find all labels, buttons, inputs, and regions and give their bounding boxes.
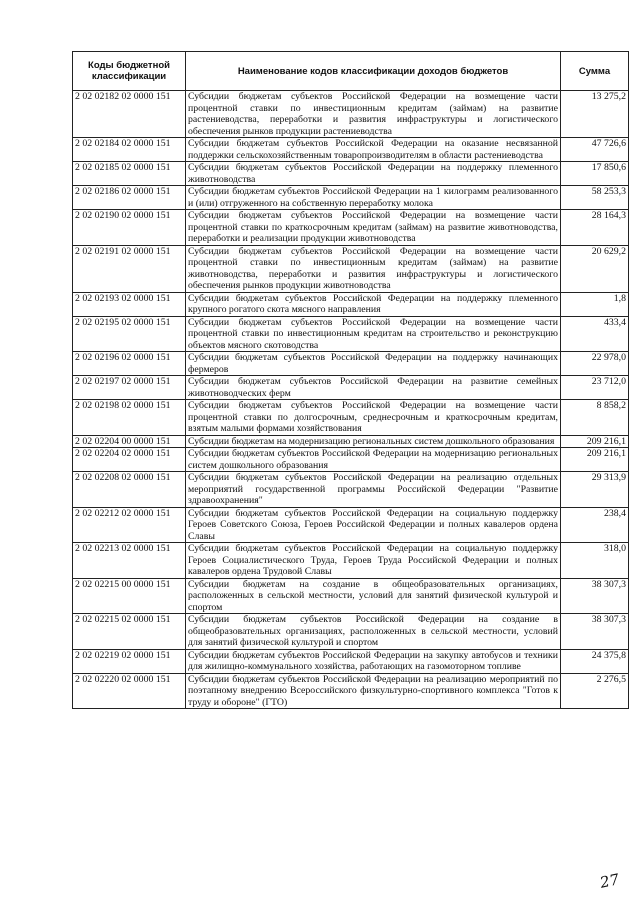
name-cell: Субсидии бюджетам субъектов Российской Федерации на 1 килограмм реализованного и (или) отгруженного на собственную переработку молока bbox=[186, 186, 561, 210]
code-cell: 2 02 02204 02 0000 151 bbox=[73, 448, 186, 472]
header-row bbox=[73, 52, 629, 91]
name-cell: Субсидии бюджетам субъектов Российской Федерации на оказание несвязанной поддержки сельскохозяйственным товаропроизводителям в области растениеводства bbox=[186, 138, 561, 162]
code-cell: 2 02 02198 02 0000 151 bbox=[73, 400, 186, 436]
header-amount: Сумма bbox=[561, 52, 629, 91]
amount-cell: 433,4 bbox=[561, 316, 629, 352]
amount-cell: 58 253,3 bbox=[561, 186, 629, 210]
code-cell: 2 02 02220 02 0000 151 bbox=[73, 673, 186, 709]
amount-cell: 29 313,9 bbox=[561, 472, 629, 508]
name-cell: Субсидии бюджетам субъектов Российской Федерации на реализацию мероприятий по поэтапному внедрению Всероссийского физкультурно-спортивного комплекса "Готов к труду и обороне" (ГТО) bbox=[186, 673, 561, 709]
name-cell: Субсидии бюджетам субъектов Российской Федерации на закупку автобусов и техники для жилищно-коммунального хозяйства, работающих на газомоторном топливе bbox=[186, 649, 561, 673]
name-cell: Субсидии бюджетам субъектов Российской Федерации на модернизацию региональных систем дошкольного образования bbox=[186, 448, 561, 472]
name-cell: Субсидии бюджетам субъектов Российской Федерации на поддержку начинающих фермеров bbox=[186, 352, 561, 376]
name-cell: Субсидии бюджетам субъектов Российской Федерации на поддержку племенного крупного рогатого скота мясного направления bbox=[186, 292, 561, 316]
table-header bbox=[73, 52, 629, 91]
table-row bbox=[73, 400, 629, 436]
table-row bbox=[73, 245, 629, 292]
table-row bbox=[73, 543, 629, 579]
table-row bbox=[73, 507, 629, 543]
name-cell: Субсидии бюджетам субъектов Российской Федерации на социальную поддержку Героев Советского Союза, Героев Российской Федерации и полных кавалеров ордена Славы bbox=[186, 507, 561, 543]
name-cell: Субсидии бюджетам субъектов Российской Федерации на возмещение части процентной ставки по инвестиционным кредитам (займам) на развитие животноводства, переработки и развития инфраструктуры и логистического обеспечения рынков продукции животноводства bbox=[186, 245, 561, 292]
name-cell: Субсидии бюджетам субъектов Российской Федерации на возмещение части процентной ставки по инвестиционным кредитам на строительство и реконструкцию объектов мясного скотоводства bbox=[186, 316, 561, 352]
amount-cell: 24 375,8 bbox=[561, 649, 629, 673]
amount-cell: 38 307,3 bbox=[561, 614, 629, 650]
amount-cell: 38 307,3 bbox=[561, 578, 629, 614]
amount-cell: 209 216,1 bbox=[561, 435, 629, 448]
table-row bbox=[73, 210, 629, 246]
amount-cell: 1,8 bbox=[561, 292, 629, 316]
code-cell: 2 02 02185 02 0000 151 bbox=[73, 162, 186, 186]
table-row bbox=[73, 673, 629, 709]
table-row bbox=[73, 435, 629, 448]
header-name: Наименование кодов классификации доходов бюджетов bbox=[186, 52, 561, 91]
code-cell: 2 02 02196 02 0000 151 bbox=[73, 352, 186, 376]
table-row bbox=[73, 186, 629, 210]
table-body bbox=[73, 91, 629, 709]
code-cell: 2 02 02219 02 0000 151 bbox=[73, 649, 186, 673]
page-number: 27 bbox=[598, 870, 621, 892]
code-cell: 2 02 02215 00 0000 151 bbox=[73, 578, 186, 614]
table-row bbox=[73, 448, 629, 472]
table-row bbox=[73, 352, 629, 376]
amount-cell: 22 978,0 bbox=[561, 352, 629, 376]
code-cell: 2 02 02212 02 0000 151 bbox=[73, 507, 186, 543]
amount-cell: 13 275,2 bbox=[561, 91, 629, 138]
code-cell: 2 02 02208 02 0000 151 bbox=[73, 472, 186, 508]
amount-cell: 8 858,2 bbox=[561, 400, 629, 436]
table-row bbox=[73, 614, 629, 650]
code-cell: 2 02 02195 02 0000 151 bbox=[73, 316, 186, 352]
name-cell: Субсидии бюджетам субъектов Российской Федерации на создание в общеобразовательных организациях, расположенных в сельской местности, условий для занятий физической культурой и спортом bbox=[186, 614, 561, 650]
amount-cell: 20 629,2 bbox=[561, 245, 629, 292]
code-cell: 2 02 02204 00 0000 151 bbox=[73, 435, 186, 448]
table-row bbox=[73, 472, 629, 508]
table-row bbox=[73, 138, 629, 162]
code-cell: 2 02 02197 02 0000 151 bbox=[73, 376, 186, 400]
table-row bbox=[73, 578, 629, 614]
name-cell: Субсидии бюджетам субъектов Российской Федерации на развитие семейных животноводческих ферм bbox=[186, 376, 561, 400]
name-cell: Субсидии бюджетам на создание в общеобразовательных организациях, расположенных в сельской местности, условий для занятий физической культурой и спортом bbox=[186, 578, 561, 614]
name-cell: Субсидии бюджетам на модернизацию региональных систем дошкольного образования bbox=[186, 435, 561, 448]
name-cell: Субсидии бюджетам субъектов Российской Федерации на поддержку племенного животноводства bbox=[186, 162, 561, 186]
amount-cell: 23 712,0 bbox=[561, 376, 629, 400]
code-cell: 2 02 02191 02 0000 151 bbox=[73, 245, 186, 292]
table-row bbox=[73, 316, 629, 352]
name-cell: Субсидии бюджетам субъектов Российской Федерации на реализацию отдельных мероприятий государственной программы Российской Федерации "Развитие здравоохранения" bbox=[186, 472, 561, 508]
budget-codes-table bbox=[72, 51, 629, 709]
amount-cell: 2 276,5 bbox=[561, 673, 629, 709]
header-code: Коды бюджетной классификации bbox=[73, 52, 186, 91]
code-cell: 2 02 02193 02 0000 151 bbox=[73, 292, 186, 316]
name-cell: Субсидии бюджетам субъектов Российской Федерации на социальную поддержку Героев Социалистического Труда, Героев Труда Российской Федерации и полных кавалеров ордена Трудовой Славы bbox=[186, 543, 561, 579]
code-cell: 2 02 02182 02 0000 151 bbox=[73, 91, 186, 138]
table-row bbox=[73, 162, 629, 186]
amount-cell: 17 850,6 bbox=[561, 162, 629, 186]
name-cell: Субсидии бюджетам субъектов Российской Федерации на возмещение части процентной ставки по краткосрочным кредитам (займам) на развитие животноводства, переработки и реализации продукции животноводства bbox=[186, 210, 561, 246]
code-cell: 2 02 02186 02 0000 151 bbox=[73, 186, 186, 210]
amount-cell: 209 216,1 bbox=[561, 448, 629, 472]
code-cell: 2 02 02190 02 0000 151 bbox=[73, 210, 186, 246]
table-row bbox=[73, 292, 629, 316]
name-cell: Субсидии бюджетам субъектов Российской Федерации на возмещение части процентной ставки по инвестиционным кредитам (займам) на развитие растениеводства, переработки и развития инфраструктуры и логистического обеспечения рынков продукции растениеводства bbox=[186, 91, 561, 138]
table-row bbox=[73, 649, 629, 673]
amount-cell: 318,0 bbox=[561, 543, 629, 579]
code-cell: 2 02 02213 02 0000 151 bbox=[73, 543, 186, 579]
amount-cell: 238,4 bbox=[561, 507, 629, 543]
code-cell: 2 02 02215 02 0000 151 bbox=[73, 614, 186, 650]
code-cell: 2 02 02184 02 0000 151 bbox=[73, 138, 186, 162]
amount-cell: 28 164,3 bbox=[561, 210, 629, 246]
table-row bbox=[73, 376, 629, 400]
amount-cell: 47 726,6 bbox=[561, 138, 629, 162]
table-row bbox=[73, 91, 629, 138]
name-cell: Субсидии бюджетам субъектов Российской Федерации на возмещение части процентной ставки по долгосрочным, среднесрочным и краткосрочным кредитам, взятым малыми формами хозяйствования bbox=[186, 400, 561, 436]
